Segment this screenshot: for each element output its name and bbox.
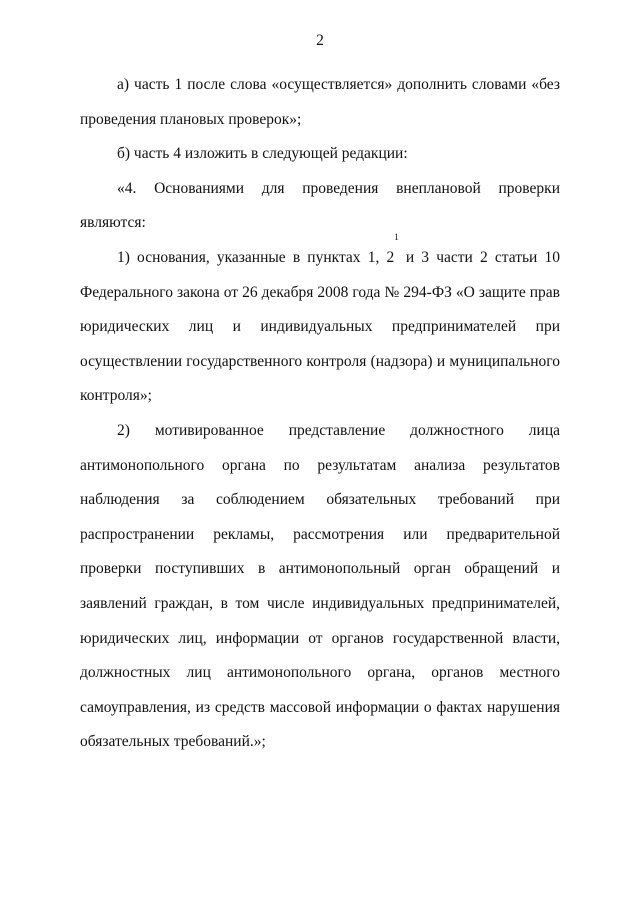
ground-1-superscript: 1 (394, 231, 399, 242)
paragraph-amend-part-1: а) часть 1 после слова «осуществляется» дополнить словами «без проведения плановых проверок»; (80, 76, 560, 128)
paragraph-amend-part-4: б) часть 4 изложить в следующей редакции: (117, 145, 408, 163)
page-number: 2 (316, 32, 324, 49)
paragraph-ground-2: 2) мотивированное представление должностного лица антимонопольного органа по результатам анализа результатов наблюдения за соблюдением обязательных требований при распространении рекламы, рассмотрения или предварительной проверки поступивших в антимонопольный орган обращений и заявлений граждан, в том числе индивидуальных предпринимателей, юридических лиц, информации от органов государственной власти, должностных лиц антимонопольного органа, органов местного самоуправления, из средств массовой информации о фактах нарушения обязательных требований.»; (80, 421, 560, 751)
document-body (80, 68, 560, 760)
paragraph-grounds-heading: «4. Основаниями для проведения внеплановой проверки являются: (80, 179, 560, 232)
ground-1-text-before: 1) основания, указанные в пунктах 1, 2 (117, 248, 395, 266)
paragraph-ground-1 (80, 231, 560, 414)
ground-1-text-after: и 3 части 2 статьи 10 Федерального закона от 26 декабря 2008 года № 294-ФЗ «О защите прав юридических лиц и индивидуальных предпринимателей при осуществлении государственного контроля (надзора) и муниципального контроля»; (80, 248, 560, 405)
